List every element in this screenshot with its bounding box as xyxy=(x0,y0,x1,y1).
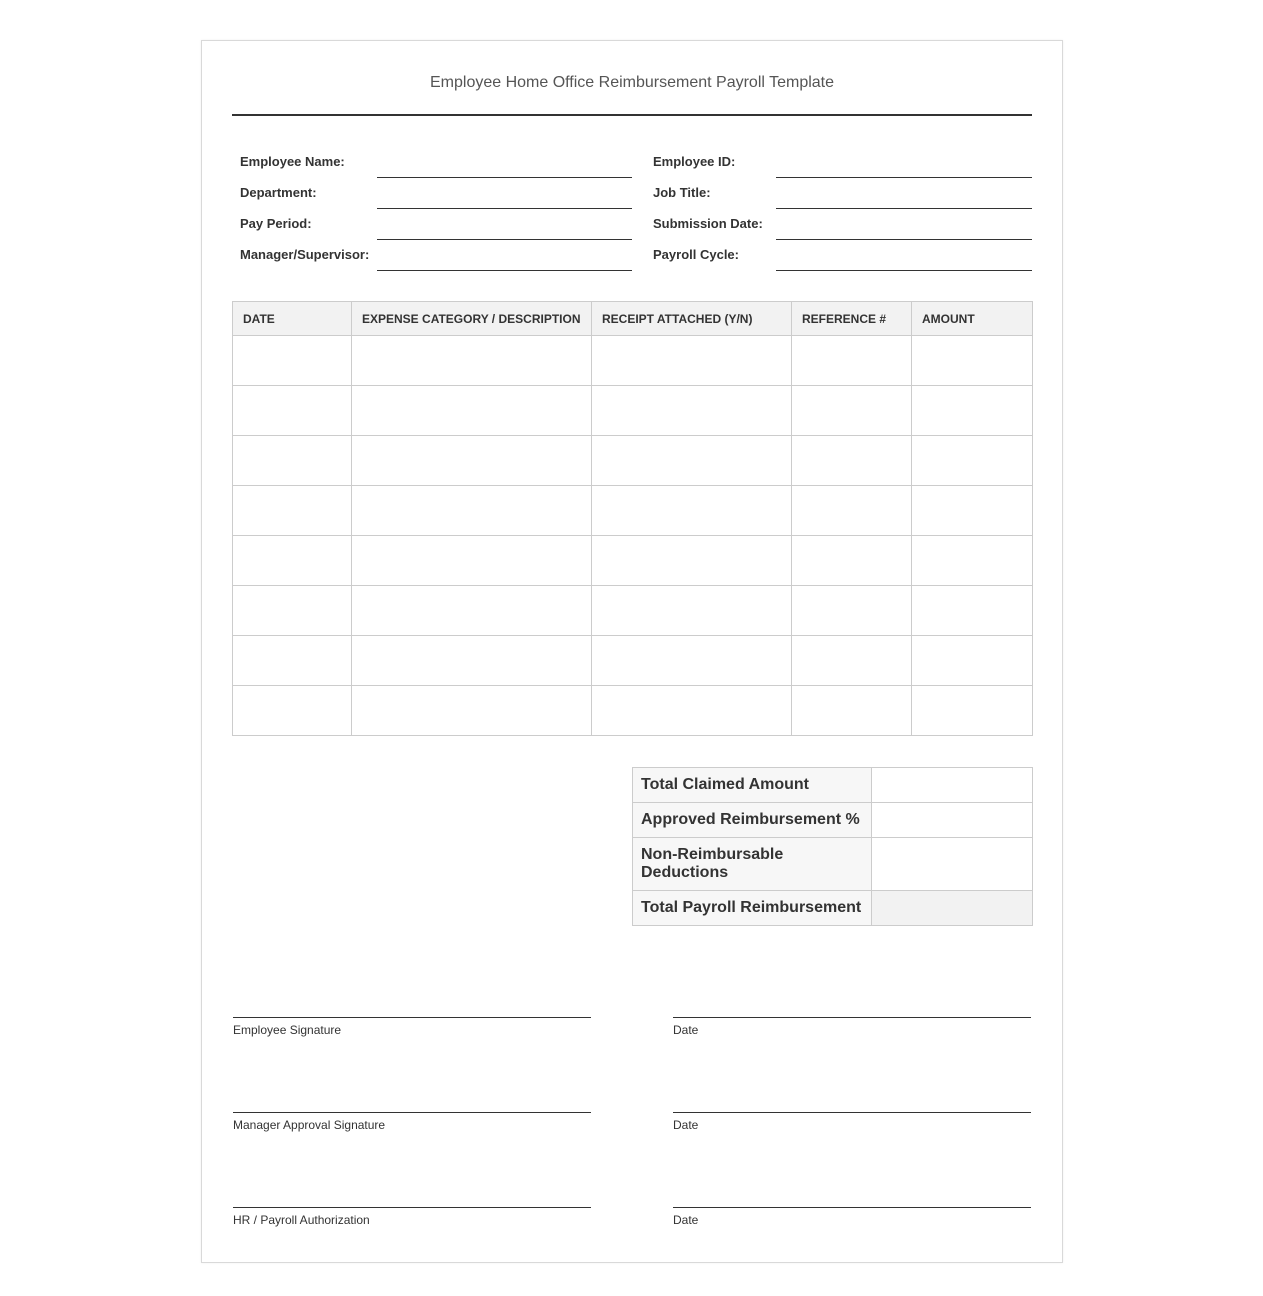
employee-id-field[interactable] xyxy=(776,177,1032,178)
employee-date-line[interactable] xyxy=(673,1017,1031,1018)
employee-date-label: Date xyxy=(673,1023,699,1037)
expense-cell-amount[interactable] xyxy=(912,336,1033,386)
employee-id-label: Employee ID: xyxy=(653,154,736,169)
expense-cell-reference[interactable] xyxy=(792,486,912,536)
expense-cell-date[interactable] xyxy=(233,586,352,636)
job-title-label: Job Title: xyxy=(653,185,711,200)
non-reimbursable-value[interactable] xyxy=(872,838,1033,891)
pay-period-field[interactable] xyxy=(377,239,632,240)
payroll-cycle-field[interactable] xyxy=(776,270,1032,271)
expense-cell-reference[interactable] xyxy=(792,336,912,386)
totals-row-deductions xyxy=(633,838,1033,891)
submission-date-label: Submission Date: xyxy=(653,216,763,231)
column-header-date: DATE xyxy=(233,302,352,336)
totals-row-claimed xyxy=(633,768,1033,803)
approved-reimbursement-value[interactable] xyxy=(872,803,1033,838)
expense-cell-date[interactable] xyxy=(233,336,352,386)
employee-name-label: Employee Name: xyxy=(240,154,345,169)
expense-cell-receipt[interactable] xyxy=(592,536,792,586)
expense-cell-receipt[interactable] xyxy=(592,436,792,486)
total-payroll-label: Total Payroll Reimbursement xyxy=(633,891,872,926)
totals-row-payroll xyxy=(633,891,1033,926)
manager-supervisor-field[interactable] xyxy=(377,270,632,271)
manager-signature-label: Manager Approval Signature xyxy=(233,1118,386,1132)
expense-row xyxy=(233,486,1033,536)
submission-date-field[interactable] xyxy=(776,239,1032,240)
department-field[interactable] xyxy=(377,208,632,209)
expense-cell-description[interactable] xyxy=(352,686,592,736)
column-header-receipt: RECEIPT ATTACHED (Y/N) xyxy=(592,302,792,336)
expense-row xyxy=(233,386,1033,436)
expense-cell-reference[interactable] xyxy=(792,636,912,686)
expense-cell-amount[interactable] xyxy=(912,636,1033,686)
employee-name-field[interactable] xyxy=(377,177,632,178)
column-header-amount: AMOUNT xyxy=(912,302,1033,336)
expense-cell-amount[interactable] xyxy=(912,686,1033,736)
totals-row-approved xyxy=(633,803,1033,838)
non-reimbursable-label: Non-Reimbursable Deductions xyxy=(633,838,872,891)
expense-row xyxy=(233,686,1033,736)
pay-period-label: Pay Period: xyxy=(240,216,312,231)
column-header-reference: REFERENCE # xyxy=(792,302,912,336)
expense-cell-description[interactable] xyxy=(352,536,592,586)
manager-date-line[interactable] xyxy=(673,1112,1031,1113)
expense-cell-description[interactable] xyxy=(352,336,592,386)
expense-cell-date[interactable] xyxy=(233,636,352,686)
hr-authorization-line[interactable] xyxy=(233,1207,591,1208)
expense-cell-description[interactable] xyxy=(352,486,592,536)
totals-table xyxy=(632,767,1033,926)
expense-cell-amount[interactable] xyxy=(912,486,1033,536)
hr-date-line[interactable] xyxy=(673,1207,1031,1208)
department-label: Department: xyxy=(240,185,317,200)
expense-row xyxy=(233,586,1033,636)
expense-cell-date[interactable] xyxy=(233,436,352,486)
expense-cell-reference[interactable] xyxy=(792,536,912,586)
job-title-field[interactable] xyxy=(776,208,1032,209)
expense-cell-date[interactable] xyxy=(233,536,352,586)
expense-cell-date[interactable] xyxy=(233,686,352,736)
expense-cell-amount[interactable] xyxy=(912,436,1033,486)
expense-row xyxy=(233,436,1033,486)
expense-cell-receipt[interactable] xyxy=(592,586,792,636)
expense-cell-description[interactable] xyxy=(352,386,592,436)
total-claimed-label: Total Claimed Amount xyxy=(633,768,872,803)
expense-table-header-row xyxy=(233,302,1033,336)
manager-signature-line[interactable] xyxy=(233,1112,591,1113)
expense-cell-reference[interactable] xyxy=(792,686,912,736)
title-divider xyxy=(232,114,1032,116)
expense-cell-receipt[interactable] xyxy=(592,636,792,686)
expense-row xyxy=(233,536,1033,586)
expense-cell-reference[interactable] xyxy=(792,586,912,636)
hr-authorization-label: HR / Payroll Authorization xyxy=(233,1213,370,1227)
expense-row xyxy=(233,636,1033,686)
manager-supervisor-label: Manager/Supervisor: xyxy=(240,247,370,262)
expense-cell-receipt[interactable] xyxy=(592,686,792,736)
payroll-cycle-label: Payroll Cycle: xyxy=(653,247,739,262)
approved-reimbursement-label: Approved Reimbursement % xyxy=(633,803,872,838)
expense-cell-description[interactable] xyxy=(352,586,592,636)
expense-table xyxy=(232,301,1033,736)
expense-cell-date[interactable] xyxy=(233,386,352,436)
expense-cell-description[interactable] xyxy=(352,436,592,486)
document-page xyxy=(201,40,1063,1263)
column-header-description: EXPENSE CATEGORY / DESCRIPTION xyxy=(352,302,592,336)
employee-signature-label: Employee Signature xyxy=(233,1023,342,1037)
expense-cell-receipt[interactable] xyxy=(592,336,792,386)
total-claimed-value[interactable] xyxy=(872,768,1033,803)
expense-cell-receipt[interactable] xyxy=(592,486,792,536)
expense-cell-date[interactable] xyxy=(233,486,352,536)
expense-cell-amount[interactable] xyxy=(912,536,1033,586)
hr-date-label: Date xyxy=(673,1213,699,1227)
expense-cell-amount[interactable] xyxy=(912,386,1033,436)
employee-signature-line[interactable] xyxy=(233,1017,591,1018)
expense-cell-reference[interactable] xyxy=(792,386,912,436)
document-title: Employee Home Office Reimbursement Payroll Template xyxy=(429,74,835,91)
expense-cell-receipt[interactable] xyxy=(592,386,792,436)
expense-row xyxy=(233,336,1033,386)
total-payroll-value[interactable] xyxy=(872,891,1033,926)
expense-cell-reference[interactable] xyxy=(792,436,912,486)
manager-date-label: Date xyxy=(673,1118,699,1132)
expense-cell-amount[interactable] xyxy=(912,586,1033,636)
expense-cell-description[interactable] xyxy=(352,636,592,686)
